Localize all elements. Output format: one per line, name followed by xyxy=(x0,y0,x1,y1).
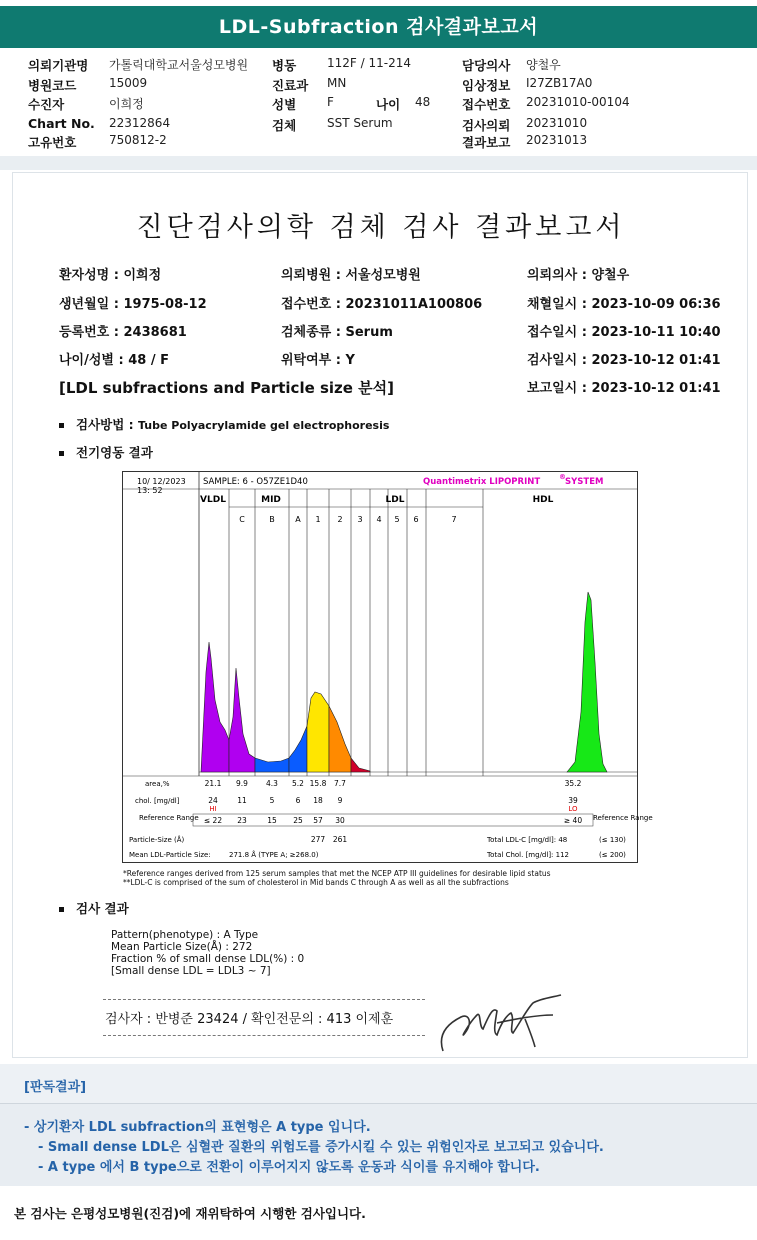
ref-note: *Reference ranges derived from 125 serum samples that met the NCEP ATP III guidelines for desirable lipid status xyxy=(123,869,551,878)
signature-text: 검사자 : 반병준 23424 / 확인전문의 : 413 이제훈 xyxy=(105,1012,394,1027)
particle-size-value: 277 xyxy=(310,835,326,844)
electro-bullet xyxy=(59,443,153,461)
chol-value: 39 xyxy=(568,796,578,805)
row-label: Mean LDL-Particle Size: xyxy=(129,851,211,859)
band-group-label: VLDL xyxy=(200,495,226,505)
chol-value: 24 xyxy=(208,796,218,805)
patient-info: 환자성명 : 이희정 xyxy=(59,268,162,283)
header-value: 양철우 xyxy=(526,58,561,72)
band-label: 5 xyxy=(394,515,400,524)
result-line: Pattern(phenotype) : A Type xyxy=(111,929,259,941)
method-value: Tube Polyacrylamide gel electrophoresis xyxy=(138,419,390,432)
chart-system-name: Quantimetrix LIPOPRINT xyxy=(423,477,541,487)
handwritten-signature xyxy=(435,993,565,1059)
reference-value: 23 xyxy=(237,816,247,825)
header-value: 112F / 11-214 xyxy=(327,56,411,70)
total-chol: Total Chol. [mg/dl]: 112 xyxy=(487,851,569,859)
chol-value: 18 xyxy=(313,796,323,805)
bullet-icon xyxy=(59,423,64,428)
interpretation-line: - A type 에서 B type으로 전환이 이루어지지 않도록 운동과 식이를 유지해야 합니다. xyxy=(38,1160,540,1175)
chol-value: 5 xyxy=(269,796,275,805)
header-value: SST Serum xyxy=(327,116,393,130)
reference-value: ≤ 22 xyxy=(203,816,223,825)
header-value: 이희정 xyxy=(109,97,144,111)
vldl-peak xyxy=(201,642,229,772)
header-row xyxy=(0,56,757,76)
method-bullet xyxy=(59,415,389,433)
mean-particle-size: 271.8 Å (TYPE A; ≥268.0) xyxy=(229,851,319,859)
ref-note: **LDL-C is comprised of the sum of cholesterol in Mid bands C through A as well as all the subfractions xyxy=(123,878,509,887)
patient-info: 생년월일 : 1975-08-12 xyxy=(59,297,207,312)
header-value: 20231010-00104 xyxy=(526,95,630,109)
header-label: 진료과 xyxy=(272,78,309,93)
patient-info: 위탁여부 : Y xyxy=(281,353,355,368)
header-label: 병원코드 xyxy=(28,78,77,93)
patient-info: 의뢰의사 : 양철우 xyxy=(527,268,630,283)
band-label: 2 xyxy=(337,515,343,524)
header-label: 접수번호 xyxy=(462,97,511,112)
patient-info: 접수일시 : 2023-10-11 10:40 xyxy=(527,325,721,340)
reference-value: 57 xyxy=(313,816,323,825)
header-label: 수진자 xyxy=(28,97,65,112)
results-label: 검사 결과 xyxy=(76,901,129,916)
interpretation-header xyxy=(0,1064,757,1104)
header-label: 임상정보 xyxy=(462,78,511,93)
header-row xyxy=(0,95,757,115)
patient-info: 의뢰병원 : 서울성모병원 xyxy=(281,268,421,283)
area-value: 9.9 xyxy=(236,779,248,788)
section-title: [LDL subfractions and Particle size 분석] xyxy=(59,379,395,397)
band-label: 3 xyxy=(357,515,363,524)
hdl-peak xyxy=(567,592,607,772)
total-chol-ref: (≤ 200) xyxy=(599,851,626,859)
chart-sample: SAMPLE: 6 - O57ZE1D40 xyxy=(203,477,308,487)
interpretation-panel xyxy=(0,1064,757,1186)
header-value: F xyxy=(327,95,334,109)
header-value: 20231013 xyxy=(526,133,588,147)
patient-info: 채혈일시 : 2023-10-09 06:36 xyxy=(527,297,721,312)
header-label: 결과보고 xyxy=(462,135,511,150)
result-line: Mean Particle Size(Å) : 272 xyxy=(111,941,253,953)
divider-bar xyxy=(0,156,757,170)
header-label: 의뢰기관명 xyxy=(28,58,89,73)
mid-c-peak xyxy=(229,668,255,772)
area-value: 15.8 xyxy=(309,779,327,788)
interpretation-title: [판독결과] xyxy=(24,1080,87,1095)
chart-svg xyxy=(123,472,653,862)
header-label: 성별 xyxy=(272,97,297,112)
reference-value: 15 xyxy=(267,816,277,825)
signature-block xyxy=(103,999,425,1036)
reference-value: 25 xyxy=(293,816,303,825)
scanned-report xyxy=(12,172,748,1058)
band-label: C xyxy=(239,515,245,524)
chart-date: 10/ 12/2023 xyxy=(137,477,186,486)
header-label: 고유번호 xyxy=(28,135,77,150)
header-value: 750812-2 xyxy=(109,133,167,147)
chol-value: 6 xyxy=(295,796,301,805)
row-label: area,% xyxy=(145,780,170,788)
header-label: Chart No. xyxy=(28,116,95,131)
result-line: Fraction % of small dense LDL(%) : 0 xyxy=(111,953,305,965)
reference-value: ≥ 40 xyxy=(563,816,583,825)
header-value: 가톨릭대학교서울성모병원 xyxy=(109,58,249,72)
chart-system-reg: ® xyxy=(559,473,566,481)
flag-value: HI xyxy=(209,805,217,813)
row-label: Reference Range xyxy=(593,814,653,822)
band-group-label: MID xyxy=(261,495,281,505)
area-value: 35.2 xyxy=(564,779,582,788)
header-label: 검사의뢰 xyxy=(462,118,511,133)
band-label: 7 xyxy=(451,515,457,524)
area-value: 5.2 xyxy=(292,779,304,788)
electrophoresis-chart xyxy=(122,471,653,863)
mid-a-area xyxy=(289,726,307,772)
footer-note: 본 검사는 은평성모병원(진검)에 재위탁하여 시행한 검사입니다. xyxy=(14,1206,366,1221)
method-label: 검사방법 : xyxy=(76,417,139,432)
reference-notes xyxy=(123,869,551,887)
area-value: 4.3 xyxy=(266,779,278,788)
band-label: A xyxy=(295,515,301,524)
interpretation-line: - Small dense LDL은 심혈관 질환의 위험도를 증가시킬 수 있는 위험인자로 보고되고 있습니다. xyxy=(38,1140,604,1155)
chart-time: 13: 52 xyxy=(137,486,163,495)
patient-info: 접수번호 : 20231011A100806 xyxy=(281,297,483,312)
result-line: [Small dense LDL = LDL3 ~ 7] xyxy=(111,965,271,977)
reference-value: 30 xyxy=(335,816,345,825)
row-label: Particle-Size (Å) xyxy=(129,836,185,844)
header-info xyxy=(0,52,757,152)
header-row xyxy=(0,76,757,96)
header-value: 48 xyxy=(415,95,431,109)
area-value: 7.7 xyxy=(334,779,346,788)
total-ldl-c: Total LDL-C [mg/dl]: 48 xyxy=(487,836,568,844)
bullet-icon xyxy=(59,907,64,912)
interpretation-line: - 상기환자 LDL subfraction의 표현형은 A type 입니다. xyxy=(24,1120,371,1135)
header-value: 22312864 xyxy=(109,116,171,130)
row-label: Reference Range xyxy=(139,814,199,822)
bullet-icon xyxy=(59,451,64,456)
dashed-divider xyxy=(103,999,425,1000)
band-label: 1 xyxy=(315,515,321,524)
band-label: 6 xyxy=(413,515,419,524)
results-bullet xyxy=(59,899,129,917)
band-group-label: HDL xyxy=(532,495,554,505)
ldl2-area xyxy=(329,706,351,772)
chol-value: 9 xyxy=(337,796,343,805)
header-label: 담당의사 xyxy=(462,58,511,73)
reference-range-box xyxy=(193,814,593,826)
header-value: 15009 xyxy=(109,76,148,90)
header-value: MN xyxy=(327,76,347,90)
chart-system-suffix: SYSTEM xyxy=(565,477,604,487)
row-label: chol. [mg/dl] xyxy=(135,797,180,805)
patient-info: 검사일시 : 2023-10-12 01:41 xyxy=(527,353,721,368)
results-block xyxy=(111,929,304,977)
mid-b-area xyxy=(255,758,289,772)
area-value: 21.1 xyxy=(204,779,222,788)
patient-info: 나이/성별 : 48 / F xyxy=(59,353,170,368)
patient-info: 등록번호 : 2438681 xyxy=(59,325,187,340)
header-value: I27ZB17A0 xyxy=(526,76,593,90)
band-label: 4 xyxy=(376,515,382,524)
electro-label: 전기영동 결과 xyxy=(76,445,153,460)
header-value: 20231010 xyxy=(526,116,588,130)
report-heading: 진단검사의학 검체 검사 결과보고서 xyxy=(136,212,626,243)
header-row xyxy=(0,133,757,153)
patient-info: 검체종류 : Serum xyxy=(281,325,393,340)
band-label: B xyxy=(269,515,275,524)
particle-size-value: 261 xyxy=(332,835,348,844)
chol-value: 11 xyxy=(237,796,247,805)
ldl3-area xyxy=(351,758,370,772)
header-label: 검체 xyxy=(272,118,297,133)
header-label: 병동 xyxy=(272,58,297,73)
flag-value: LO xyxy=(568,805,578,813)
total-ldl-c-ref: (≤ 130) xyxy=(599,836,626,844)
header-label: 나이 xyxy=(376,97,401,112)
dashed-divider xyxy=(103,1035,425,1036)
report-title-bar: LDL-Subfraction 검사결과보고서 xyxy=(0,6,757,48)
band-group-label: LDL xyxy=(385,495,405,505)
ldl1-peak xyxy=(307,692,329,772)
report-datetime: 보고일시 : 2023-10-12 01:41 xyxy=(527,381,721,396)
